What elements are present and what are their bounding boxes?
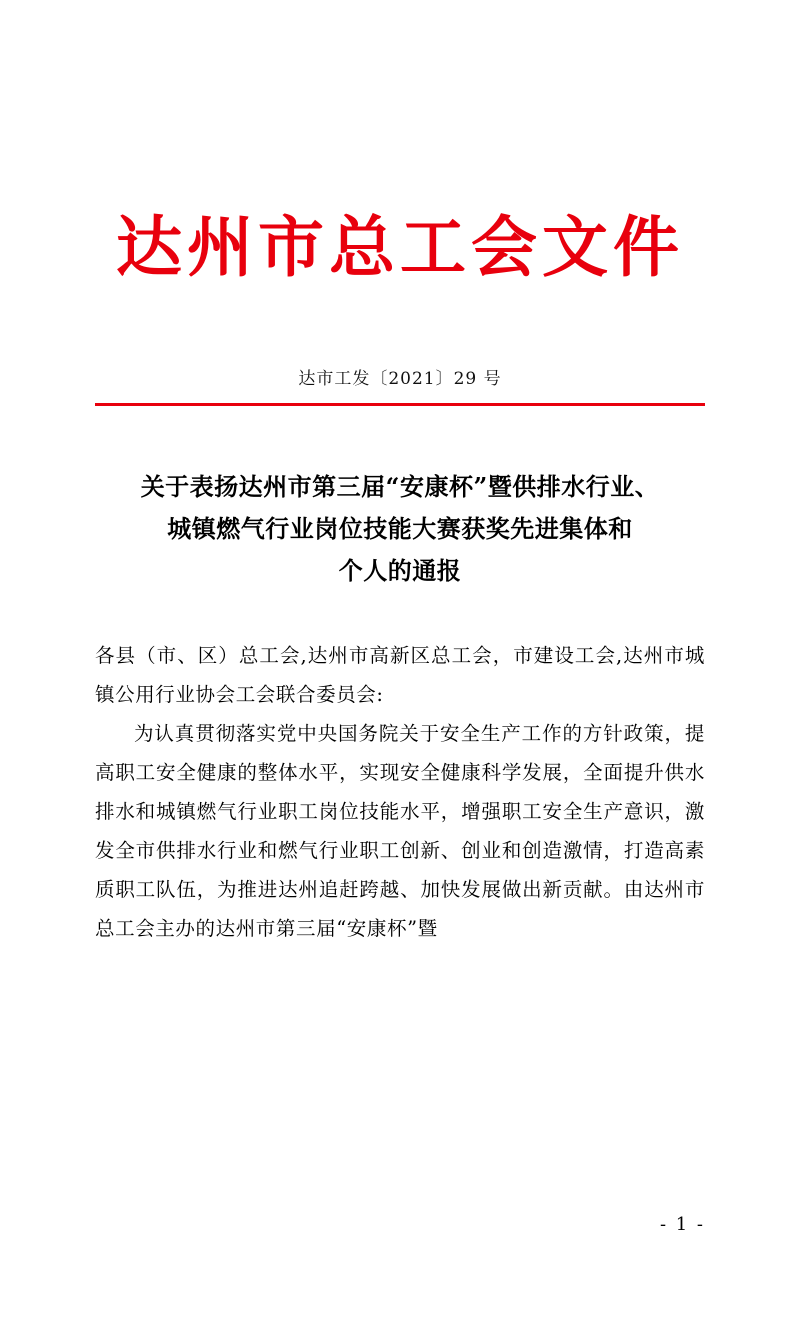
document-number: 达市工发〔2021〕29 号 — [298, 368, 502, 389]
document-page — [0, 210, 800, 1340]
document-title — [95, 466, 705, 592]
document-title-line-3: 个人的通报 — [338, 555, 462, 585]
document-body — [95, 636, 705, 948]
document-title-line-1: 关于表扬达州市第三届“安康杯”暨供排水行业、 — [140, 471, 660, 501]
document-title-line-2: 城镇燃气行业岗位技能大赛获奖先进集体和 — [167, 513, 633, 543]
document-masthead-title: 达州市总工会文件 — [116, 208, 684, 286]
red-divider-rule — [95, 403, 705, 406]
addressee-paragraph: 各县（市、区）总工会,达州市高新区总工会，市建设工会,达州市城镇公用行业协会工会联合委员会: — [95, 643, 705, 706]
body-paragraph-1: 为认真贯彻落实党中央国务院关于安全生产工作的方针政策，提高职工安全健康的整体水平，实现安全健康科学发展，全面提升供水排水和城镇燃气行业职工岗位技能水平，增强职工安全生产意识，激发全市供排水行业和燃气行业职工创新、创业和创造激情，打造高素质职工队伍，为推进达州追赶跨越、加快发展做出新贡献。由达州市总工会主办的达州市第三届“安康杯”暨 — [95, 721, 705, 940]
page-number: - 1 - — [659, 1214, 705, 1235]
